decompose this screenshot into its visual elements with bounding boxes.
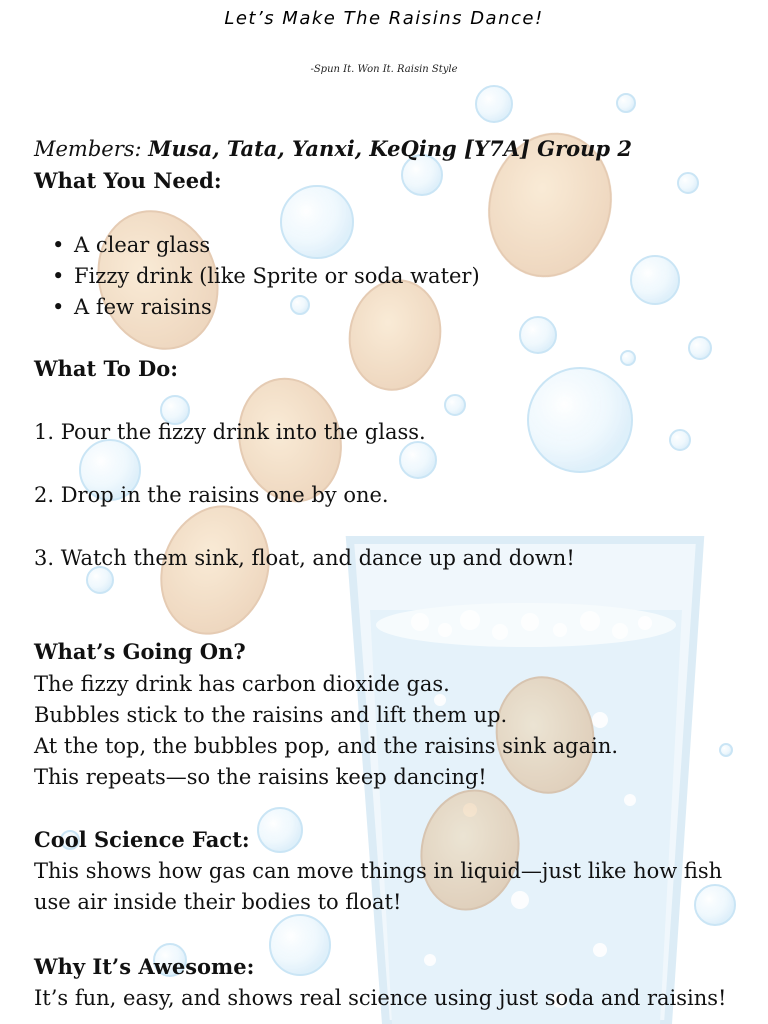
awesome-heading: Why It’s Awesome: <box>34 954 255 979</box>
todo-step: 2. Drop in the raisins one by one. <box>34 483 389 507</box>
fact-heading: Cool Science Fact: <box>34 827 250 852</box>
awesome-line: It’s fun, easy, and shows real science using just soda and raisins! <box>34 986 727 1010</box>
fact-line: use air inside their bodies to float! <box>34 890 402 914</box>
page-title: Let’s Make The Raisins Dance! <box>224 8 544 29</box>
members-line <box>34 137 632 161</box>
going-on-line: At the top, the bubbles pop, and the raisins sink again. <box>34 734 619 758</box>
todo-step: 3. Watch them sink, float, and dance up and down! <box>34 546 575 570</box>
going-on-line: Bubbles stick to the raisins and lift them up. <box>34 703 508 727</box>
members-label: Members: <box>34 137 142 161</box>
fact-line: This shows how gas can move things in liquid—just like how fish <box>34 859 723 883</box>
list-item: • Fizzy drink (like Sprite or soda water) <box>52 261 480 292</box>
list-item: • A clear glass <box>52 230 480 261</box>
members-names: Musa, Tata, Yanxi, KeQing [Y7A] Group 2 <box>148 136 633 161</box>
page-subtitle: -Spun It. Won It. Raisin Style <box>310 64 458 75</box>
list-item: • A few raisins <box>52 292 480 323</box>
todo-step: 1. Pour the fizzy drink into the glass. <box>34 420 426 444</box>
going-on-line: The fizzy drink has carbon dioxide gas. <box>34 672 450 696</box>
going-on-heading: What’s Going On? <box>34 639 246 664</box>
need-heading: What You Need: <box>34 168 222 193</box>
going-on-line: This repeats—so the raisins keep dancing! <box>34 765 487 789</box>
need-list <box>52 230 480 323</box>
todo-heading: What To Do: <box>34 356 178 381</box>
